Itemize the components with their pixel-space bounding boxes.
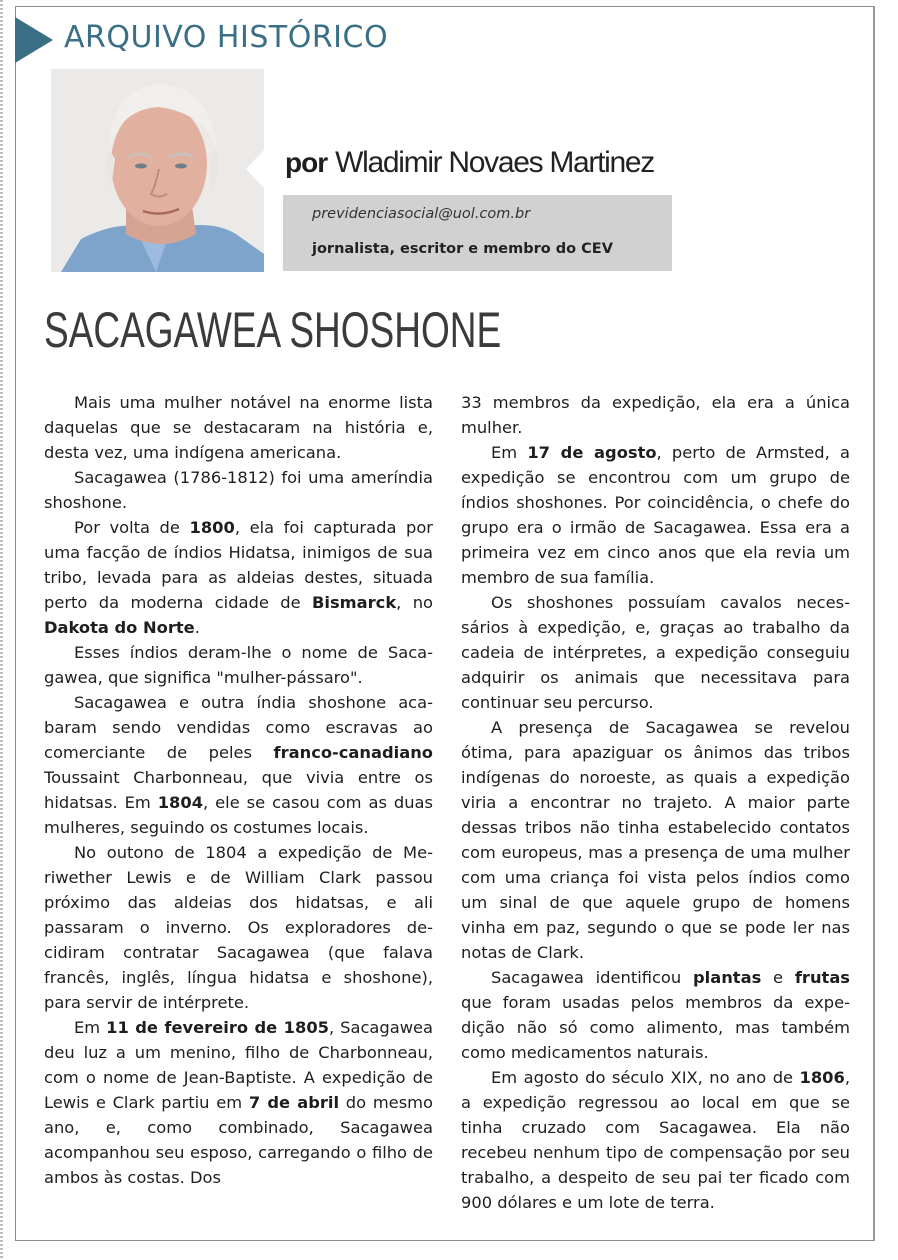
bold-text: frutas <box>794 968 850 987</box>
text: que foram usadas pelos membros da expedição não só como alimento, mas também como medicamentos naturais. <box>461 993 850 1062</box>
bold-text: 1804 <box>157 793 204 812</box>
author-photo <box>51 69 264 272</box>
page-edge-dotted <box>0 0 3 1260</box>
bold-text: 7 de abril <box>248 1093 340 1112</box>
text: Sacagawea identificou <box>491 968 693 987</box>
text: Os shoshones possuíam cavalos necessários à expedição, e, graças ao trabalho da cadeia de intérpretes, a expedição conseguiu adquirir os animais que necessitava para continuar seu percurso. <box>461 593 850 712</box>
text: . <box>194 618 200 637</box>
article-paragraph <box>461 590 850 715</box>
section-arrow-icon <box>15 17 53 63</box>
article-paragraph <box>461 1065 850 1215</box>
bold-text: plantas <box>692 968 762 987</box>
article-paragraph <box>44 465 433 515</box>
article-paragraph <box>461 390 850 440</box>
text: , ele se casou com as duas mulheres, seguindo os costumes locais. <box>44 793 433 837</box>
article-paragraph <box>44 690 433 840</box>
text: , Sacagawea deu luz a um menino, filho de Charbonneau, com o nome de Jean-Baptiste. A expedição de Lewis e Clark partiu em <box>44 1018 434 1112</box>
photo-notch <box>246 150 264 188</box>
author-email[interactable]: previdenciasocial@uol.com.br <box>312 206 531 222</box>
text: Em agosto do século XIX, no ano de <box>491 1068 800 1087</box>
byline <box>285 148 654 178</box>
article-paragraph <box>461 715 850 965</box>
article-paragraph <box>44 640 433 690</box>
text: 33 membros da expedição, ela era a única mulher. <box>461 393 850 437</box>
article-headline: SACAGAWEA SHOSHONE <box>44 302 502 358</box>
article-paragraph <box>44 390 433 465</box>
text: A presença de Sacagawea se revelou ótima, para apaziguar os ânimos das tribos indígenas do noroeste, as quais a expedição viria a encontrar no trajeto. A maior parte dessas tribos não tinha estabelecido contatos com europeus, mas a presença de uma mulher com uma criança foi vista pelos índios como um sinal de que aquele grupo de homens vinha em paz, segundo o que se pode ler nas notas de Clark. <box>461 718 850 962</box>
text: Em <box>491 443 528 462</box>
bold-text: 11 de fevereiro de 1805 <box>106 1018 329 1037</box>
section-title: ARQUIVO HISTÓRICO <box>64 20 389 55</box>
author-portrait-icon <box>51 69 264 272</box>
article-paragraph <box>461 965 850 1065</box>
text: , perto de Armsted, a expedição se encontrou com um grupo de índios shoshones. Por coincidência, o chefe do grupo era o irmão de Sacagawea. Essa era a primeira vez em cinco anos que ela revia um membro de sua família. <box>461 443 850 587</box>
text: , a expedição regressou ao local em que se tinha cruzado com Sacagawea. Ela não recebeu nenhum tipo de compensação por seu trabalho, a despeito de seu pai ter ficado com 900 dólares e um lote de terra. <box>461 1068 850 1212</box>
text: Sacagawea (1786-1812) foi uma ameríndia shoshone. <box>44 468 433 512</box>
bold-text: 17 de agosto <box>527 443 657 462</box>
text: Em <box>74 1018 107 1037</box>
article-column-right <box>461 390 850 1215</box>
text: , ela foi capturada por uma facção de índios Hidatsa, inimigos de sua tribo, levada para as aldeias destes, situada perto da moderna cidade de <box>44 518 433 612</box>
text: No outono de 1804 a expedição de Meriwether Lewis e de William Clark passou próximo das aldeias dos hidatsas, e ali passaram o inverno. Os exploradores decidiram contratar Sacagawea (que falava francês, inglês, língua hidatsa e shoshone), para servir de intérprete. <box>44 843 433 1012</box>
text: do mesmo ano, e, como combinado, Sacagawea acompanhou seu esposo, carregando o filho de ambos às costas. Dos <box>44 1093 433 1187</box>
author-role: jornalista, escritor e membro do CEV <box>312 241 613 257</box>
article-paragraph <box>461 440 850 590</box>
text: , no <box>396 593 433 612</box>
article-column-left <box>44 390 433 1190</box>
text: Esses índios deram-lhe o nome de Sacagawea, que significa "mulher-pássaro". <box>44 643 433 687</box>
text: Sacagawea e outra índia shoshone acabaram sendo vendidas como escravas ao comerciante de peles <box>44 693 433 762</box>
text: Mais uma mulher notável na enorme lista daquelas que se destacaram na história e, desta vez, uma indígena americana. <box>44 393 433 462</box>
article-paragraph <box>44 840 433 1015</box>
text: e <box>761 968 795 987</box>
bold-text: Bismarck <box>312 593 397 612</box>
byline-prefix: por <box>285 147 328 178</box>
bold-text: franco-canadiano <box>273 743 433 762</box>
bold-text: 1800 <box>189 518 235 537</box>
text: Toussaint Charbonneau, que vivia entre os hidatsas. Em <box>44 768 433 812</box>
text: Por volta de <box>74 518 190 537</box>
article-paragraph <box>44 1015 433 1190</box>
bold-text: Dakota do Norte <box>44 618 195 637</box>
article-paragraph <box>44 515 433 640</box>
bold-text: 1806 <box>799 1068 845 1087</box>
author-name: Wladimir Novaes Martinez <box>335 146 654 179</box>
